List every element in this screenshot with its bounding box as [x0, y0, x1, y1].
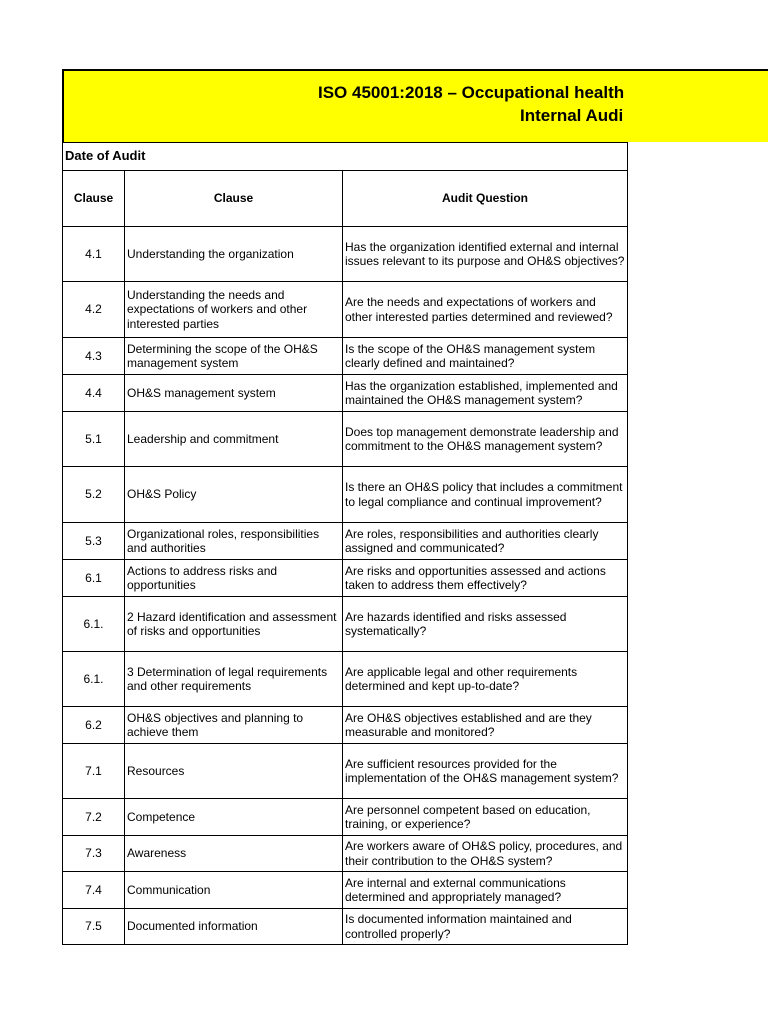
- audit-question-cell[interactable]: Does top management demonstrate leadership and commitment to the OH&S management system?: [343, 412, 628, 467]
- table-row: [63, 872, 628, 909]
- clause-name-cell[interactable]: Understanding the organization: [125, 227, 343, 282]
- clause-name-cell[interactable]: Communication: [125, 872, 343, 909]
- title-clip: [64, 71, 630, 142]
- clause-number-cell[interactable]: 6.2: [63, 707, 125, 744]
- table-row: [63, 707, 628, 744]
- table-row: [63, 560, 628, 597]
- table-row: [63, 338, 628, 375]
- clause-name-cell[interactable]: Organizational roles, responsibilities and authorities: [125, 523, 343, 560]
- clause-number-cell[interactable]: 6.1.: [63, 597, 125, 652]
- table-row: [63, 227, 628, 282]
- clause-name-cell[interactable]: OH&S objectives and planning to achieve them: [125, 707, 343, 744]
- header-audit-question: Audit Question: [343, 171, 628, 227]
- audit-table-body: [63, 143, 628, 945]
- clause-number-cell[interactable]: 6.1: [63, 560, 125, 597]
- audit-table: [62, 142, 628, 945]
- clause-number-cell[interactable]: 5.2: [63, 467, 125, 523]
- header-clause-name: Clause: [125, 171, 343, 227]
- audit-question-cell[interactable]: Are applicable legal and other requirements determined and kept up-to-date?: [343, 652, 628, 707]
- clause-number-cell[interactable]: 4.4: [63, 375, 125, 412]
- clause-name-cell[interactable]: Actions to address risks and opportunities: [125, 560, 343, 597]
- clause-number-cell[interactable]: 7.5: [63, 909, 125, 945]
- clause-number-cell[interactable]: 7.1: [63, 744, 125, 799]
- title-line-2: Internal Audi: [520, 106, 624, 125]
- clause-name-cell[interactable]: Understanding the needs and expectations of workers and other interested parties: [125, 282, 343, 338]
- table-row: [63, 799, 628, 836]
- audit-question-cell[interactable]: Are OH&S objectives established and are they measurable and monitored?: [343, 707, 628, 744]
- audit-question-cell[interactable]: Are the needs and expectations of workers and other interested parties determined and reviewed?: [343, 282, 628, 338]
- audit-question-cell[interactable]: Has the organization established, implemented and maintained the OH&S management system?: [343, 375, 628, 412]
- clause-number-cell[interactable]: 5.1: [63, 412, 125, 467]
- clause-name-cell[interactable]: Resources: [125, 744, 343, 799]
- audit-question-cell[interactable]: Are sufficient resources provided for the implementation of the OH&S management system?: [343, 744, 628, 799]
- table-row: [63, 375, 628, 412]
- table-row: [63, 652, 628, 707]
- clause-number-cell[interactable]: 4.2: [63, 282, 125, 338]
- table-row: [63, 282, 628, 338]
- clause-name-cell[interactable]: OH&S Policy: [125, 467, 343, 523]
- date-of-audit-label[interactable]: Date of Audit: [63, 143, 628, 171]
- audit-question-cell[interactable]: Are personnel competent based on education, training, or experience?: [343, 799, 628, 836]
- title-banner: [62, 69, 768, 142]
- table-row: [63, 523, 628, 560]
- table-row: [63, 909, 628, 945]
- clause-number-cell[interactable]: 4.1: [63, 227, 125, 282]
- column-header-row: [63, 171, 628, 227]
- clause-number-cell[interactable]: 7.2: [63, 799, 125, 836]
- clause-name-cell[interactable]: Awareness: [125, 836, 343, 872]
- clause-number-cell[interactable]: 5.3: [63, 523, 125, 560]
- audit-question-cell[interactable]: Are workers aware of OH&S policy, procedures, and their contribution to the OH&S system?: [343, 836, 628, 872]
- clause-number-cell[interactable]: 4.3: [63, 338, 125, 375]
- clause-name-cell[interactable]: 3 Determination of legal requirements and other requirements: [125, 652, 343, 707]
- audit-question-cell[interactable]: Is there an OH&S policy that includes a commitment to legal compliance and continual improvement?: [343, 467, 628, 523]
- clause-number-cell[interactable]: 6.1.: [63, 652, 125, 707]
- clause-name-cell[interactable]: OH&S management system: [125, 375, 343, 412]
- clause-name-cell[interactable]: Competence: [125, 799, 343, 836]
- date-of-audit-row: [63, 143, 628, 171]
- audit-question-cell[interactable]: Are roles, responsibilities and authorities clearly assigned and communicated?: [343, 523, 628, 560]
- table-row: [63, 597, 628, 652]
- title-inner: [64, 71, 630, 142]
- clause-number-cell[interactable]: 7.4: [63, 872, 125, 909]
- audit-question-cell[interactable]: Is the scope of the OH&S management system clearly defined and maintained?: [343, 338, 628, 375]
- audit-question-cell[interactable]: Is documented information maintained and controlled properly?: [343, 909, 628, 945]
- table-row: [63, 467, 628, 523]
- audit-question-cell[interactable]: Has the organization identified external and internal issues relevant to its purpose and OH&S objectives?: [343, 227, 628, 282]
- table-row: [63, 836, 628, 872]
- audit-question-cell[interactable]: Are hazards identified and risks assessed systematically?: [343, 597, 628, 652]
- clause-name-cell[interactable]: Determining the scope of the OH&S management system: [125, 338, 343, 375]
- audit-question-cell[interactable]: Are risks and opportunities assessed and actions taken to address them effectively?: [343, 560, 628, 597]
- clause-name-cell[interactable]: Documented information: [125, 909, 343, 945]
- audit-question-cell[interactable]: Are internal and external communications determined and appropriately managed?: [343, 872, 628, 909]
- clause-number-cell[interactable]: 7.3: [63, 836, 125, 872]
- table-row: [63, 412, 628, 467]
- clause-name-cell[interactable]: Leadership and commitment: [125, 412, 343, 467]
- clause-name-cell[interactable]: 2 Hazard identification and assessment of risks and opportunities: [125, 597, 343, 652]
- title-line-1: ISO 45001:2018 – Occupational health: [318, 83, 625, 102]
- header-clause-number: Clause: [63, 171, 125, 227]
- table-row: [63, 744, 628, 799]
